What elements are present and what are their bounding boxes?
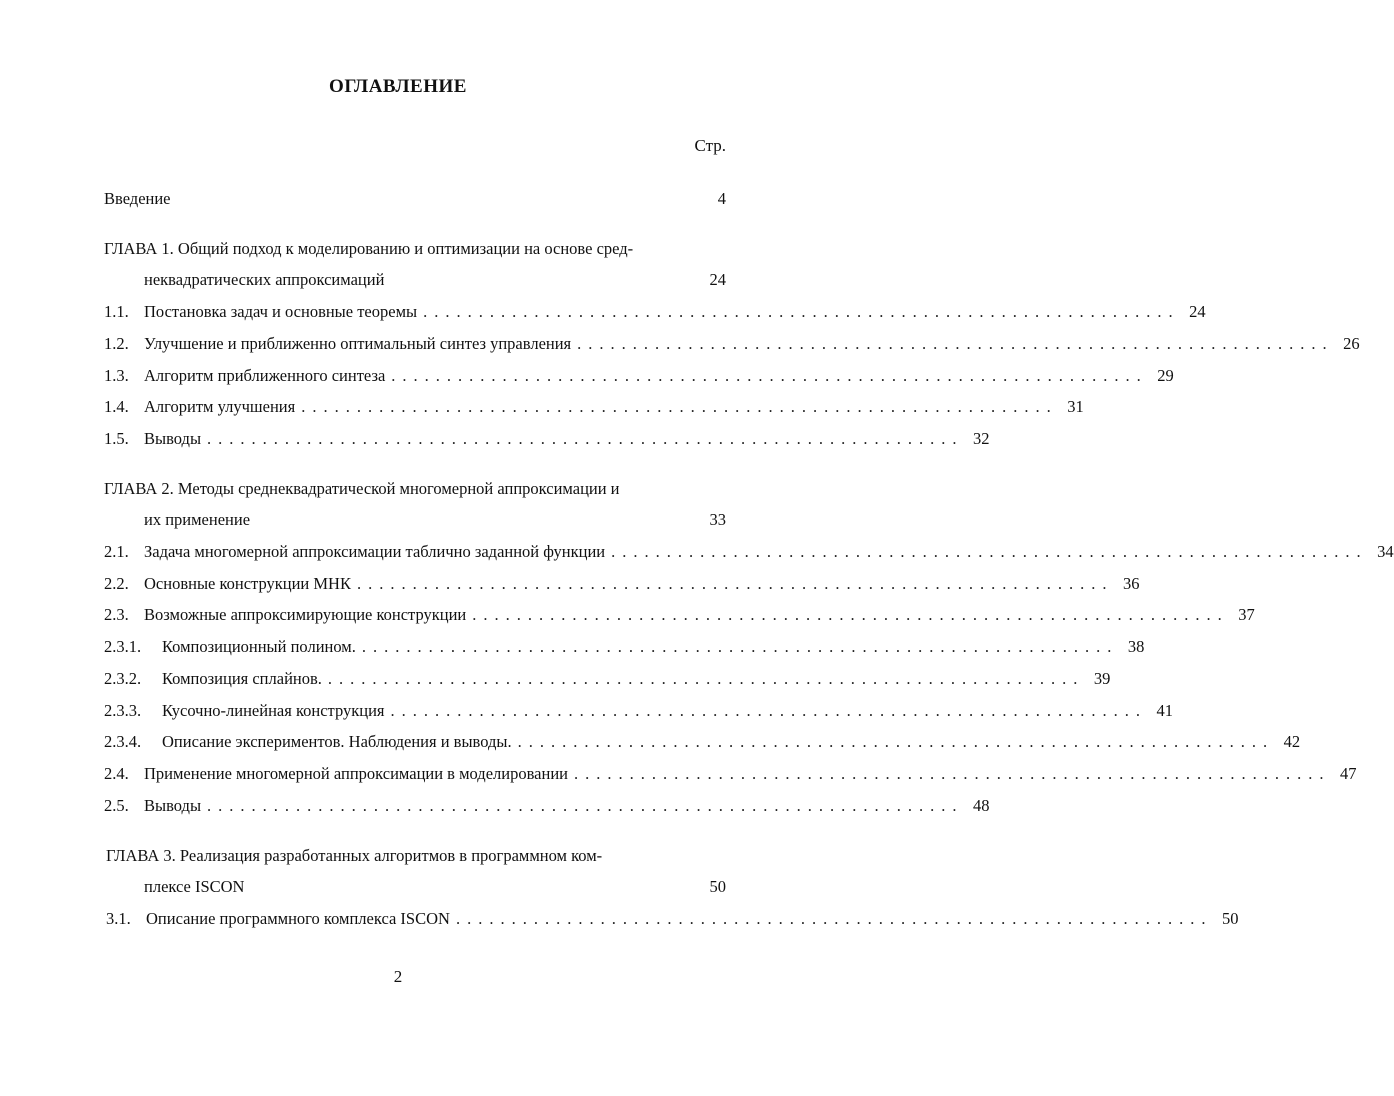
- page-number: 2: [393, 967, 403, 986]
- chapter-1-heading-cont[interactable]: [144, 269, 726, 291]
- toc-entry-intro[interactable]: [104, 188, 726, 210]
- toc-entry-number: 2.1.: [104, 542, 129, 561]
- toc-entry-page: 41: [1156, 701, 1173, 720]
- toc-entry-page: 38: [1127, 637, 1145, 656]
- toc-entry-page: 24: [1189, 302, 1206, 321]
- page-title: ОГЛАВЛЕНИЕ: [329, 76, 467, 97]
- toc-entry-number: 2.3.: [104, 605, 129, 624]
- toc-entry[interactable]: [104, 428, 990, 450]
- toc-leader: ....................................................................: [423, 302, 1180, 321]
- toc-leader: ....................................................................: [207, 796, 964, 815]
- toc-entry-text: Кусочно-линейная конструкция: [162, 701, 385, 720]
- toc-entry-number: 2.3.3.: [104, 701, 142, 720]
- toc-entry[interactable]: [104, 700, 1173, 722]
- toc-entry-page: 37: [1238, 605, 1255, 624]
- chapter-2-heading[interactable]: ГЛАВА 2. Методы среднеквадратической многомерной аппроксимации и: [104, 479, 620, 498]
- toc-entry-text: неквадратических аппроксимаций: [144, 270, 385, 289]
- toc-entry-number: 2.4.: [104, 764, 129, 783]
- toc-entry-text: Основные конструкции МНК: [144, 574, 351, 593]
- toc-entry-text: плексе ISCON: [144, 877, 245, 896]
- toc-entry-page: 26: [1343, 334, 1360, 353]
- toc-entry-page: 42: [1283, 732, 1301, 751]
- toc-entry[interactable]: [104, 636, 1145, 658]
- toc-entry[interactable]: [104, 301, 1206, 323]
- toc-entry-page: 50: [1221, 909, 1239, 928]
- toc-entry-text: их применение: [144, 510, 251, 529]
- toc-entry-text: Введение: [104, 189, 171, 208]
- toc-entry-number: 1.4.: [104, 397, 129, 416]
- toc-entry-text: Описание экспериментов. Наблюдения и выводы.: [162, 732, 512, 751]
- toc-leader: ....................................................................: [517, 732, 1275, 751]
- toc-entry-text: Выводы: [144, 429, 202, 448]
- toc-leader: ....................................................................: [455, 909, 1213, 928]
- toc-entry-text: Композиция сплайнов.: [162, 669, 322, 688]
- toc-entry-page: 31: [1067, 397, 1084, 416]
- toc-leader: ....................................................................: [207, 429, 964, 448]
- page-column-label: Стр.: [694, 136, 726, 155]
- toc-entry-number: 2.2.: [104, 574, 129, 593]
- toc-entry-text: Применение многомерной аппроксимации в моделировании: [144, 764, 568, 783]
- toc-leader: ....................................................................: [390, 701, 1147, 720]
- toc-entry-page: 29: [1157, 366, 1174, 385]
- toc-entry[interactable]: [104, 795, 990, 817]
- toc-entry-number: 1.5.: [104, 429, 129, 448]
- toc-entry-text: Описание программного комплекса ISCON: [146, 909, 450, 928]
- toc-entry-number: 2.3.1.: [104, 637, 142, 656]
- toc-entry-number: 1.3.: [104, 366, 129, 385]
- toc-entry[interactable]: [104, 365, 1174, 387]
- toc-entry-text: Улучшение и приближенно оптимальный синтез управления: [144, 334, 572, 353]
- toc-entry-page: 32: [973, 429, 990, 448]
- toc-entry[interactable]: [104, 604, 1255, 626]
- toc-entry-number: 3.1.: [106, 909, 131, 928]
- toc-leader: ....................................................................: [577, 334, 1334, 353]
- toc-entry-text: Выводы: [144, 796, 202, 815]
- toc-leader: ....................................................................: [361, 637, 1119, 656]
- toc-entry-text: Алгоритм улучшения: [144, 397, 296, 416]
- toc-entry-page: 36: [1122, 574, 1140, 593]
- toc-entry-text: Композиционный полином.: [162, 637, 356, 656]
- toc-entry[interactable]: [104, 333, 1360, 355]
- toc-entry-text: Возможные аппроксимирующие конструкции: [144, 605, 467, 624]
- toc-entry-page: 47: [1339, 764, 1357, 783]
- toc-entry-number: 2.3.4.: [104, 732, 142, 751]
- toc-entry-page: 48: [973, 796, 990, 815]
- toc-entry-text: Алгоритм приближенного синтеза: [144, 366, 386, 385]
- toc-entry[interactable]: [104, 763, 1357, 785]
- toc-leader: ....................................................................: [573, 764, 1331, 783]
- toc-entry[interactable]: [104, 668, 1111, 690]
- toc-leader: ....................................................................: [472, 605, 1229, 624]
- toc-entry-text: Постановка задач и основные теоремы: [144, 302, 418, 321]
- toc-entry-number: 2.3.2.: [104, 669, 142, 688]
- toc-entry-text: Задача многомерной аппроксимации таблично заданной функции: [144, 542, 606, 561]
- toc-entry[interactable]: [104, 541, 1394, 563]
- toc-entry[interactable]: [104, 731, 1301, 753]
- toc-leader: ....................................................................: [611, 542, 1368, 561]
- toc-entry[interactable]: [104, 573, 1140, 595]
- toc-leader: ....................................................................: [301, 397, 1058, 416]
- toc-entry-page: 39: [1093, 669, 1111, 688]
- toc-leader: ....................................................................: [327, 669, 1085, 688]
- toc-entry-number: 1.1.: [104, 302, 129, 321]
- toc-entry-page: 33: [709, 510, 726, 529]
- toc-entry-page: 4: [717, 189, 726, 208]
- chapter-1-heading[interactable]: ГЛАВА 1. Общий подход к моделированию и оптимизации на основе сред-: [104, 239, 634, 258]
- toc-entry-number: 1.2.: [104, 334, 129, 353]
- toc-entry[interactable]: [106, 908, 1239, 930]
- toc-entry-page: 24: [709, 270, 726, 289]
- toc-entry-number: 2.5.: [104, 796, 129, 815]
- chapter-3-heading[interactable]: ГЛАВА 3. Реализация разработанных алгоритмов в программном ком-: [106, 846, 603, 865]
- chapter-3-heading-cont[interactable]: [144, 876, 726, 898]
- toc-entry[interactable]: [104, 396, 1084, 418]
- toc-entry-page: 34: [1377, 542, 1394, 561]
- toc-leader: ....................................................................: [391, 366, 1148, 385]
- toc-entry-page: 50: [709, 877, 726, 896]
- chapter-2-heading-cont[interactable]: [144, 509, 726, 531]
- toc-leader: ....................................................................: [356, 574, 1114, 593]
